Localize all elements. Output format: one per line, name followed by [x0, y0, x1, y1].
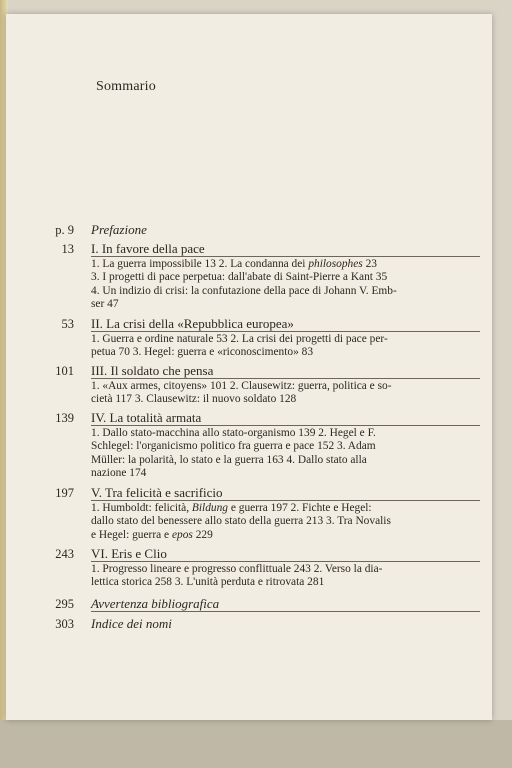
toc-heading: IV. La totalità armata	[91, 410, 202, 425]
toc-subsections	[91, 258, 486, 312]
book-page	[6, 14, 492, 720]
toc-heading: Prefazione	[91, 222, 147, 237]
toc-line: 4. Un indizio di crisi: la confutazione della pace di Johann V. Emb-	[91, 284, 397, 297]
heading-rule	[91, 331, 480, 332]
toc-page-number: 101	[55, 364, 74, 378]
table-surface	[0, 720, 512, 768]
heading-rule	[91, 500, 480, 501]
toc-line: 1. La guerra impossibile 13 2. La condanna dei philosophes 23	[91, 258, 377, 270]
toc-heading: Avvertenza bibliografica	[91, 596, 220, 611]
toc-line: 3. I progetti di pace perpetua: dall'abate di Saint-Pierre a Kant 35	[91, 271, 388, 284]
toc-line: e Hegel: guerra e epos 229	[91, 528, 213, 541]
toc-page-number: 139	[55, 411, 74, 425]
heading-rule	[91, 256, 480, 257]
toc-page-number: 197	[55, 486, 74, 500]
toc-line: 1. Guerra e ordine naturale 53 2. La crisi dei progetti di pace per-	[91, 333, 388, 345]
toc-heading: II. La crisi della «Repubblica europea»	[91, 316, 294, 331]
toc-subsections	[91, 380, 486, 407]
toc-page-number: 243	[55, 547, 74, 561]
toc-heading: I. In favore della pace	[91, 241, 205, 256]
toc-line: petua 70 3. Hegel: guerra e «riconoscimento» 83	[91, 346, 314, 359]
heading-rule	[91, 561, 480, 562]
toc-line: lettica storica 258 3. L'unità perduta e ritrovata 281	[91, 576, 325, 589]
toc-page-number: 13	[61, 242, 74, 256]
toc-line: Müller: la polarità, lo stato e la guerra 163 4. Dallo stato alla	[91, 453, 367, 466]
toc-subsections	[91, 563, 486, 590]
toc-subsections	[91, 502, 486, 542]
toc-heading: III. Il soldato che pensa	[91, 363, 214, 378]
heading-rule	[91, 378, 480, 379]
heading-rule	[91, 611, 480, 612]
toc-page-number: p. 9	[55, 223, 74, 237]
toc-line: dallo stato del benessere allo stato della guerra 213 3. Tra Novalis	[91, 515, 391, 528]
toc-subsections	[91, 333, 486, 360]
toc-page-number: 303	[55, 617, 74, 631]
toc-line: 1. Humboldt: felicità, Bildung e guerra 197 2. Fichte e Hegel:	[91, 502, 372, 514]
toc-line: 1. Progresso lineare e progresso conflittuale 243 2. Verso la dia-	[91, 563, 383, 575]
toc-page-number: 295	[55, 597, 74, 611]
heading-rule	[91, 425, 480, 426]
toc-line: 1. Dallo stato-macchina allo stato-organismo 139 2. Hegel e F.	[91, 427, 376, 439]
toc-heading: Indice dei nomi	[91, 616, 172, 631]
toc-subsections	[91, 427, 486, 481]
toc-line: cietà 117 3. Clausewitz: il nuovo soldato 128	[91, 393, 297, 406]
toc-heading: V. Tra felicità e sacrificio	[91, 485, 223, 500]
toc-line: 1. «Aux armes, citoyens» 101 2. Clausewitz: guerra, politica e so-	[91, 380, 392, 392]
toc-line: Schlegel: l'organicismo politico fra guerra e pace 152 3. Adam	[91, 440, 376, 453]
toc-line: ser 47	[91, 298, 119, 311]
page-title: Sommario	[96, 79, 156, 94]
toc-heading: VI. Eris e Clio	[91, 546, 167, 561]
toc-line: nazione 174	[91, 467, 147, 480]
toc-page-number: 53	[61, 317, 74, 331]
